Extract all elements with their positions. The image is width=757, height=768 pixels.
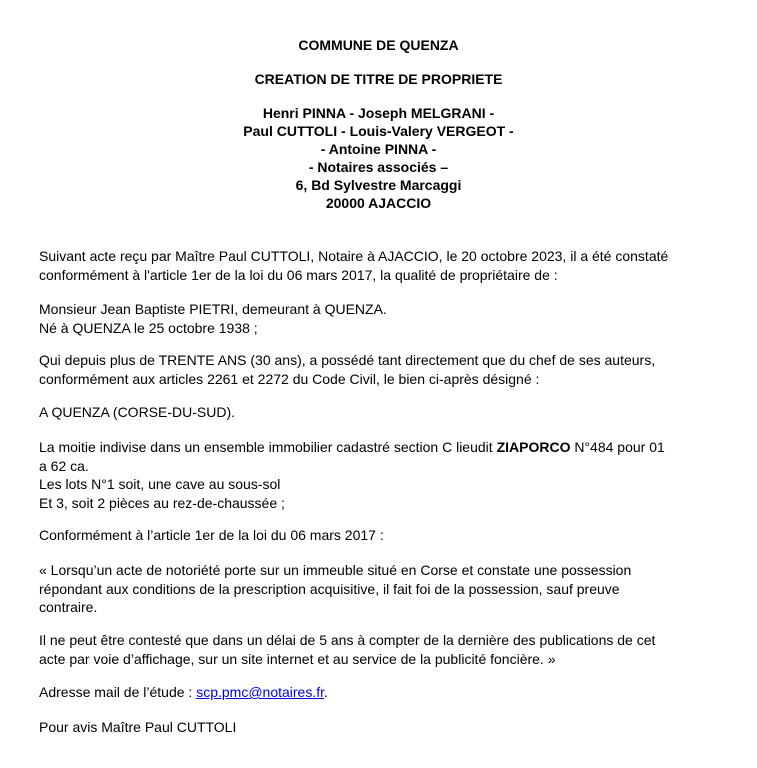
- email-link[interactable]: scp.pmc@notaires.fr: [196, 684, 325, 700]
- quote-line: répondant aux conditions de la prescription acquisitive, il fait foi de la possession, sauf preuve: [39, 580, 620, 597]
- owner-name-line: Monsieur Jean Baptiste PIETRI, demeurant à QUENZA.: [39, 301, 387, 317]
- paragraph-line: conformément aux articles 2261 et 2272 du Code Civil, le bien ci-après désigné :: [39, 370, 540, 387]
- notaries-line: - Notaires associés –: [308, 159, 449, 175]
- quote-line: contraire.: [39, 599, 98, 615]
- cadastre-line: [39, 438, 729, 457]
- law-quote-paragraph: [39, 561, 729, 617]
- notaries-line: Paul CUTTOLI - Louis-Valery VERGEOT -: [243, 123, 514, 139]
- email-line: [39, 683, 729, 702]
- law-reference-line: Conformément à l’article 1er de la loi du 06 mars 2017 :: [39, 527, 384, 543]
- notice-title-text: CREATION DE TITRE DE PROPRIETE: [254, 71, 503, 87]
- notaries-line: - Antoine PINNA -: [320, 141, 437, 157]
- law-reference-paragraph: [39, 526, 729, 545]
- location-line: A QUENZA (CORSE-DU-SUD).: [39, 404, 236, 420]
- quote-line: acte par voie d’affichage, sur un site internet et au service de la publicité foncière. »: [39, 650, 556, 667]
- quote-line: « Lorsqu’un acte de notoriété porte sur un immeuble situé en Corse et constate une possession: [39, 562, 632, 578]
- commune-title-text: COMMUNE DE QUENZA: [298, 37, 459, 53]
- notice-title: [0, 70, 757, 88]
- notaries-line: Henri PINNA - Joseph MELGRANI -: [262, 105, 495, 121]
- lot-1-line: Les lots N°1 soit, une cave au sous-sol: [39, 476, 281, 492]
- email-period: .: [324, 684, 328, 700]
- email-label: Adresse mail de l’étude :: [39, 684, 197, 700]
- owner-paragraph: [39, 300, 729, 337]
- owner-birth-line: Né à QUENZA le 25 octobre 1938 ;: [39, 319, 258, 336]
- commune-title: [0, 36, 757, 54]
- office-address-city: 20000 AJACCIO: [325, 195, 432, 211]
- cadastre-area-line: a 62 ca.: [39, 457, 89, 474]
- possession-paragraph: [39, 351, 729, 388]
- deed-paragraph: [39, 247, 729, 284]
- quote-line: Il ne peut être contesté que dans un délai de 5 ans à compter de la dernière des publications de cet: [39, 632, 656, 648]
- paragraph-line: Qui depuis plus de TRENTE ANS (30 ans), a possédé tant directement que du chef de ses auteurs,: [39, 352, 656, 368]
- lieudit-name: ZIAPORCO: [496, 439, 571, 455]
- cadastre-text-after: N°484 pour 01: [570, 439, 665, 455]
- office-address-street: 6, Bd Sylvestre Marcaggi: [295, 177, 462, 193]
- signature-line: Pour avis Maître Paul CUTTOLI: [39, 719, 237, 735]
- cadastre-text-before: La moitie indivise dans un ensemble immobilier cadastré section C lieudit: [39, 439, 497, 455]
- property-description: [39, 438, 729, 512]
- signature-paragraph: [39, 718, 729, 737]
- location-paragraph: [39, 403, 729, 422]
- email-paragraph: [39, 683, 729, 702]
- contest-paragraph: [39, 631, 729, 668]
- paragraph-line: conformément à l'article 1er de la loi du 06 mars 2017, la qualité de propriétaire de :: [39, 266, 558, 283]
- paragraph-line: Suivant acte reçu par Maître Paul CUTTOLI, Notaire à AJACCIO, le 20 octobre 2023, il a été constaté: [39, 248, 669, 264]
- notaries-block: [0, 104, 757, 212]
- lot-3-line: Et 3, soit 2 pièces au rez-de-chaussée ;: [39, 494, 285, 511]
